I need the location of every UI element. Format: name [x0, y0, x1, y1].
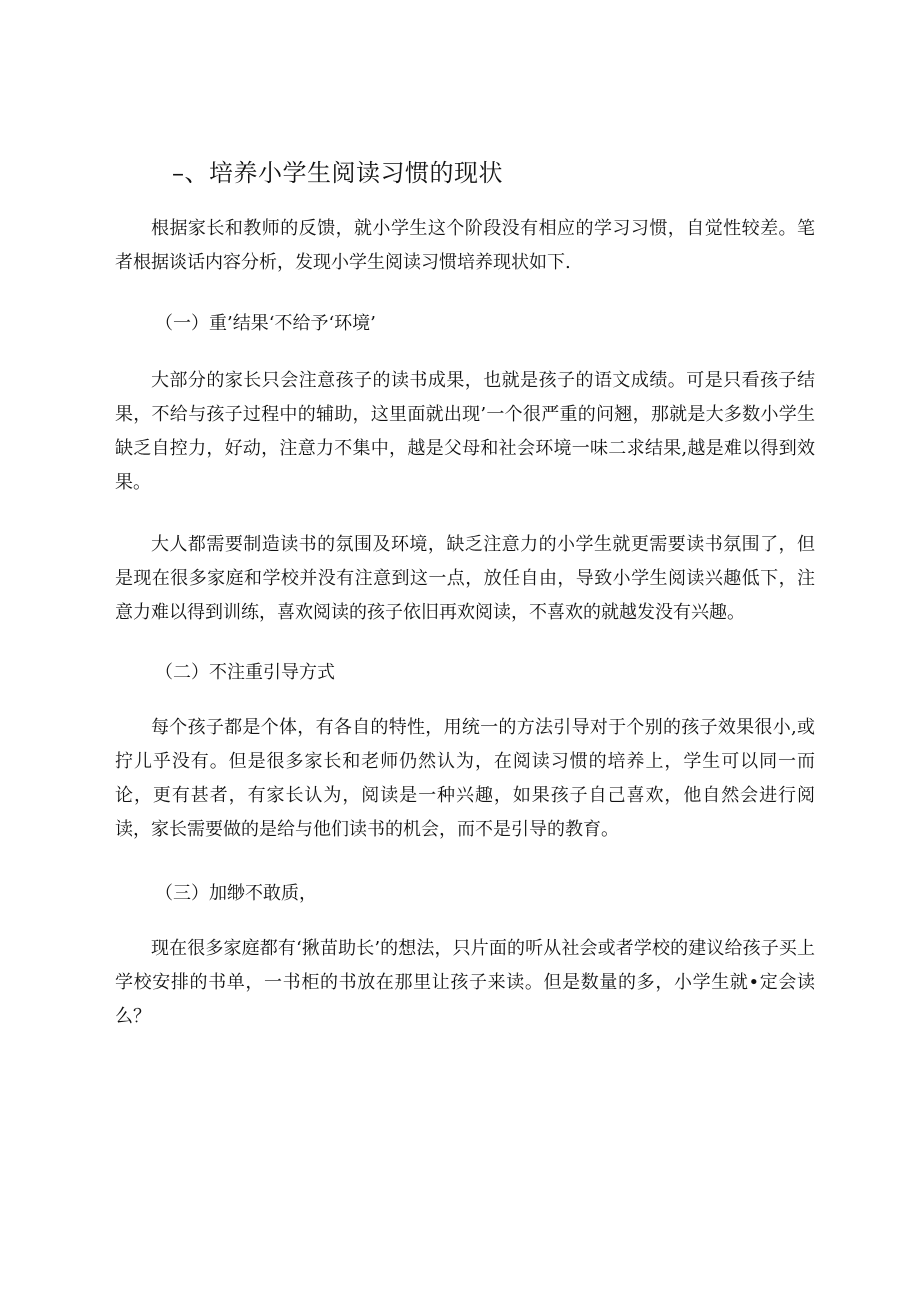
subsection-1-paragraph-2: 大人都需要制造读书的氛围及环境，缺乏注意力的小学生就更需要读书氛围了，但是现在很多家庭和学校并没有注意到这一点，放任自由，导致小学生阅读兴趣低下，注意力难以得到训练，喜欢阅读的孩子依旧再欢阅读，不喜欢的就越发没有兴趣。 [115, 534, 815, 623]
subsection-3-paragraph-1: 现在很多家庭都有‘揪苗助长’的想法，只片面的听从社会或者学校的建议给孩子买上学校安排的书单，一书柜的书放在那里让孩子来读。但是数量的多，小学生就•定会读么？ [115, 938, 815, 1027]
subsection-1-paragraph-1: 大部分的家长只会注意孩子的读书成果，也就是孩子的语文成绩。可是只看孩子结果，不给与孩子过程中的辅助，这里面就出现’一个很严重的问翘，那就是大多数小学生缺乏自控力，好动，注意力不集中，越是父母和社会环境一味二求结果,越是难以得到效果。 [115, 370, 815, 493]
section-heading: –、培养小学生阅读习惯的现状 [172, 159, 503, 187]
intro-paragraph: 根据家长和教师的反馈，就小学生这个阶段没有相应的学习习惯，自觉性较差。笔者根据谈话内容分析，发现小学生阅读习惯培养现状如下. [115, 218, 815, 273]
subsection-title-2: （二）不注重引导方式 [155, 662, 335, 683]
subsection-title-3: （三）加缈不敢质， [155, 883, 317, 904]
subsection-title-1: （一）重’结果‘不给予‘环境’ [155, 313, 376, 334]
subsection-2-paragraph-1: 每个孩子都是个体，有各自的特性，用统一的方法引导对于个别的孩子效果很小,或拧儿乎没有。但是很多家长和老师仍然认为，在阅读习惯的培养上，学生可以同一而论，更有甚者，有家长认为，阅读是一种兴趣，如果孩子自己喜欢，他自然会进行阅读，家长需要做的是给与他们读书的机会，而不是引导的教育。 [115, 717, 815, 840]
